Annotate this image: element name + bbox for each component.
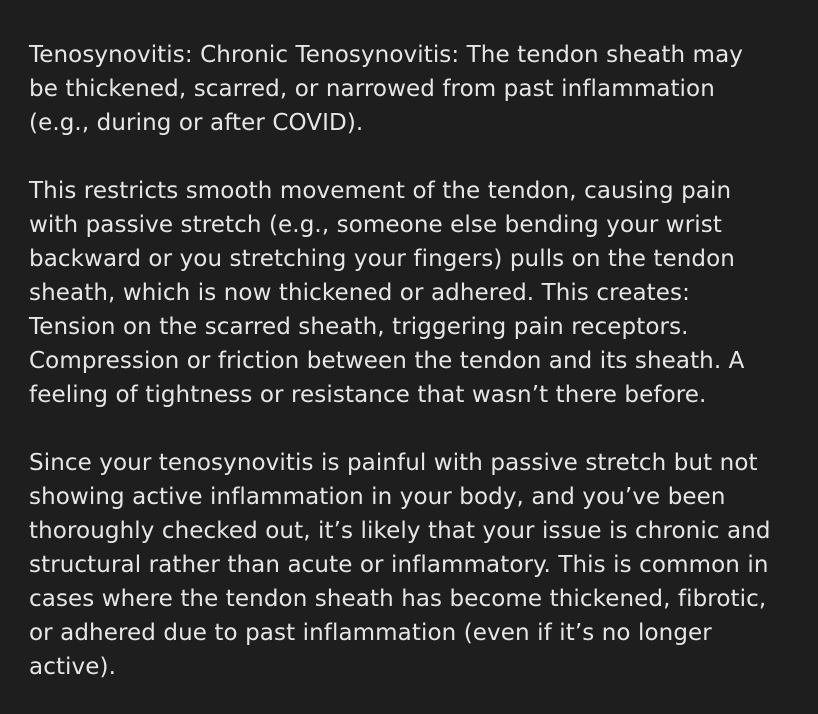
paragraph-assessment <box>29 446 808 684</box>
text-line: sheath, which is now thickened or adhered. This creates: <box>29 280 690 306</box>
text-line: with passive stretch (e.g., someone else bending your wrist <box>29 212 722 238</box>
text-line: cases where the tendon sheath has become thickened, fibrotic, <box>29 586 767 612</box>
text-line: structural rather than acute or inflammatory. This is common in <box>29 552 769 578</box>
text-line: or adhered due to past inflammation (even if it’s no longer <box>29 620 712 646</box>
text-line: This restricts smooth movement of the tendon, causing pain <box>29 178 732 204</box>
text-line: (e.g., during or after COVID). <box>29 110 364 136</box>
text-line: feeling of tightness or resistance that wasn’t there before. <box>29 382 707 408</box>
text-line: backward or you stretching your fingers) pulls on the tendon <box>29 246 735 272</box>
paragraph-mechanism <box>29 174 808 412</box>
text-line: Tension on the scarred sheath, triggering pain receptors. <box>29 314 689 340</box>
text-line: Since your tenosynovitis is painful with passive stretch but not <box>29 450 758 476</box>
text-line: be thickened, scarred, or narrowed from past inflammation <box>29 76 715 102</box>
text-line: thoroughly checked out, it’s likely that your issue is chronic and <box>29 518 771 544</box>
text-line: showing active inflammation in your body, and you’ve been <box>29 484 726 510</box>
text-line: Tenosynovitis: Chronic Tenosynovitis: The tendon sheath may <box>29 42 743 68</box>
paragraph-overview <box>29 38 808 140</box>
text-line: active). <box>29 654 116 680</box>
text-line: Compression or friction between the tendon and its sheath. A <box>29 348 745 374</box>
